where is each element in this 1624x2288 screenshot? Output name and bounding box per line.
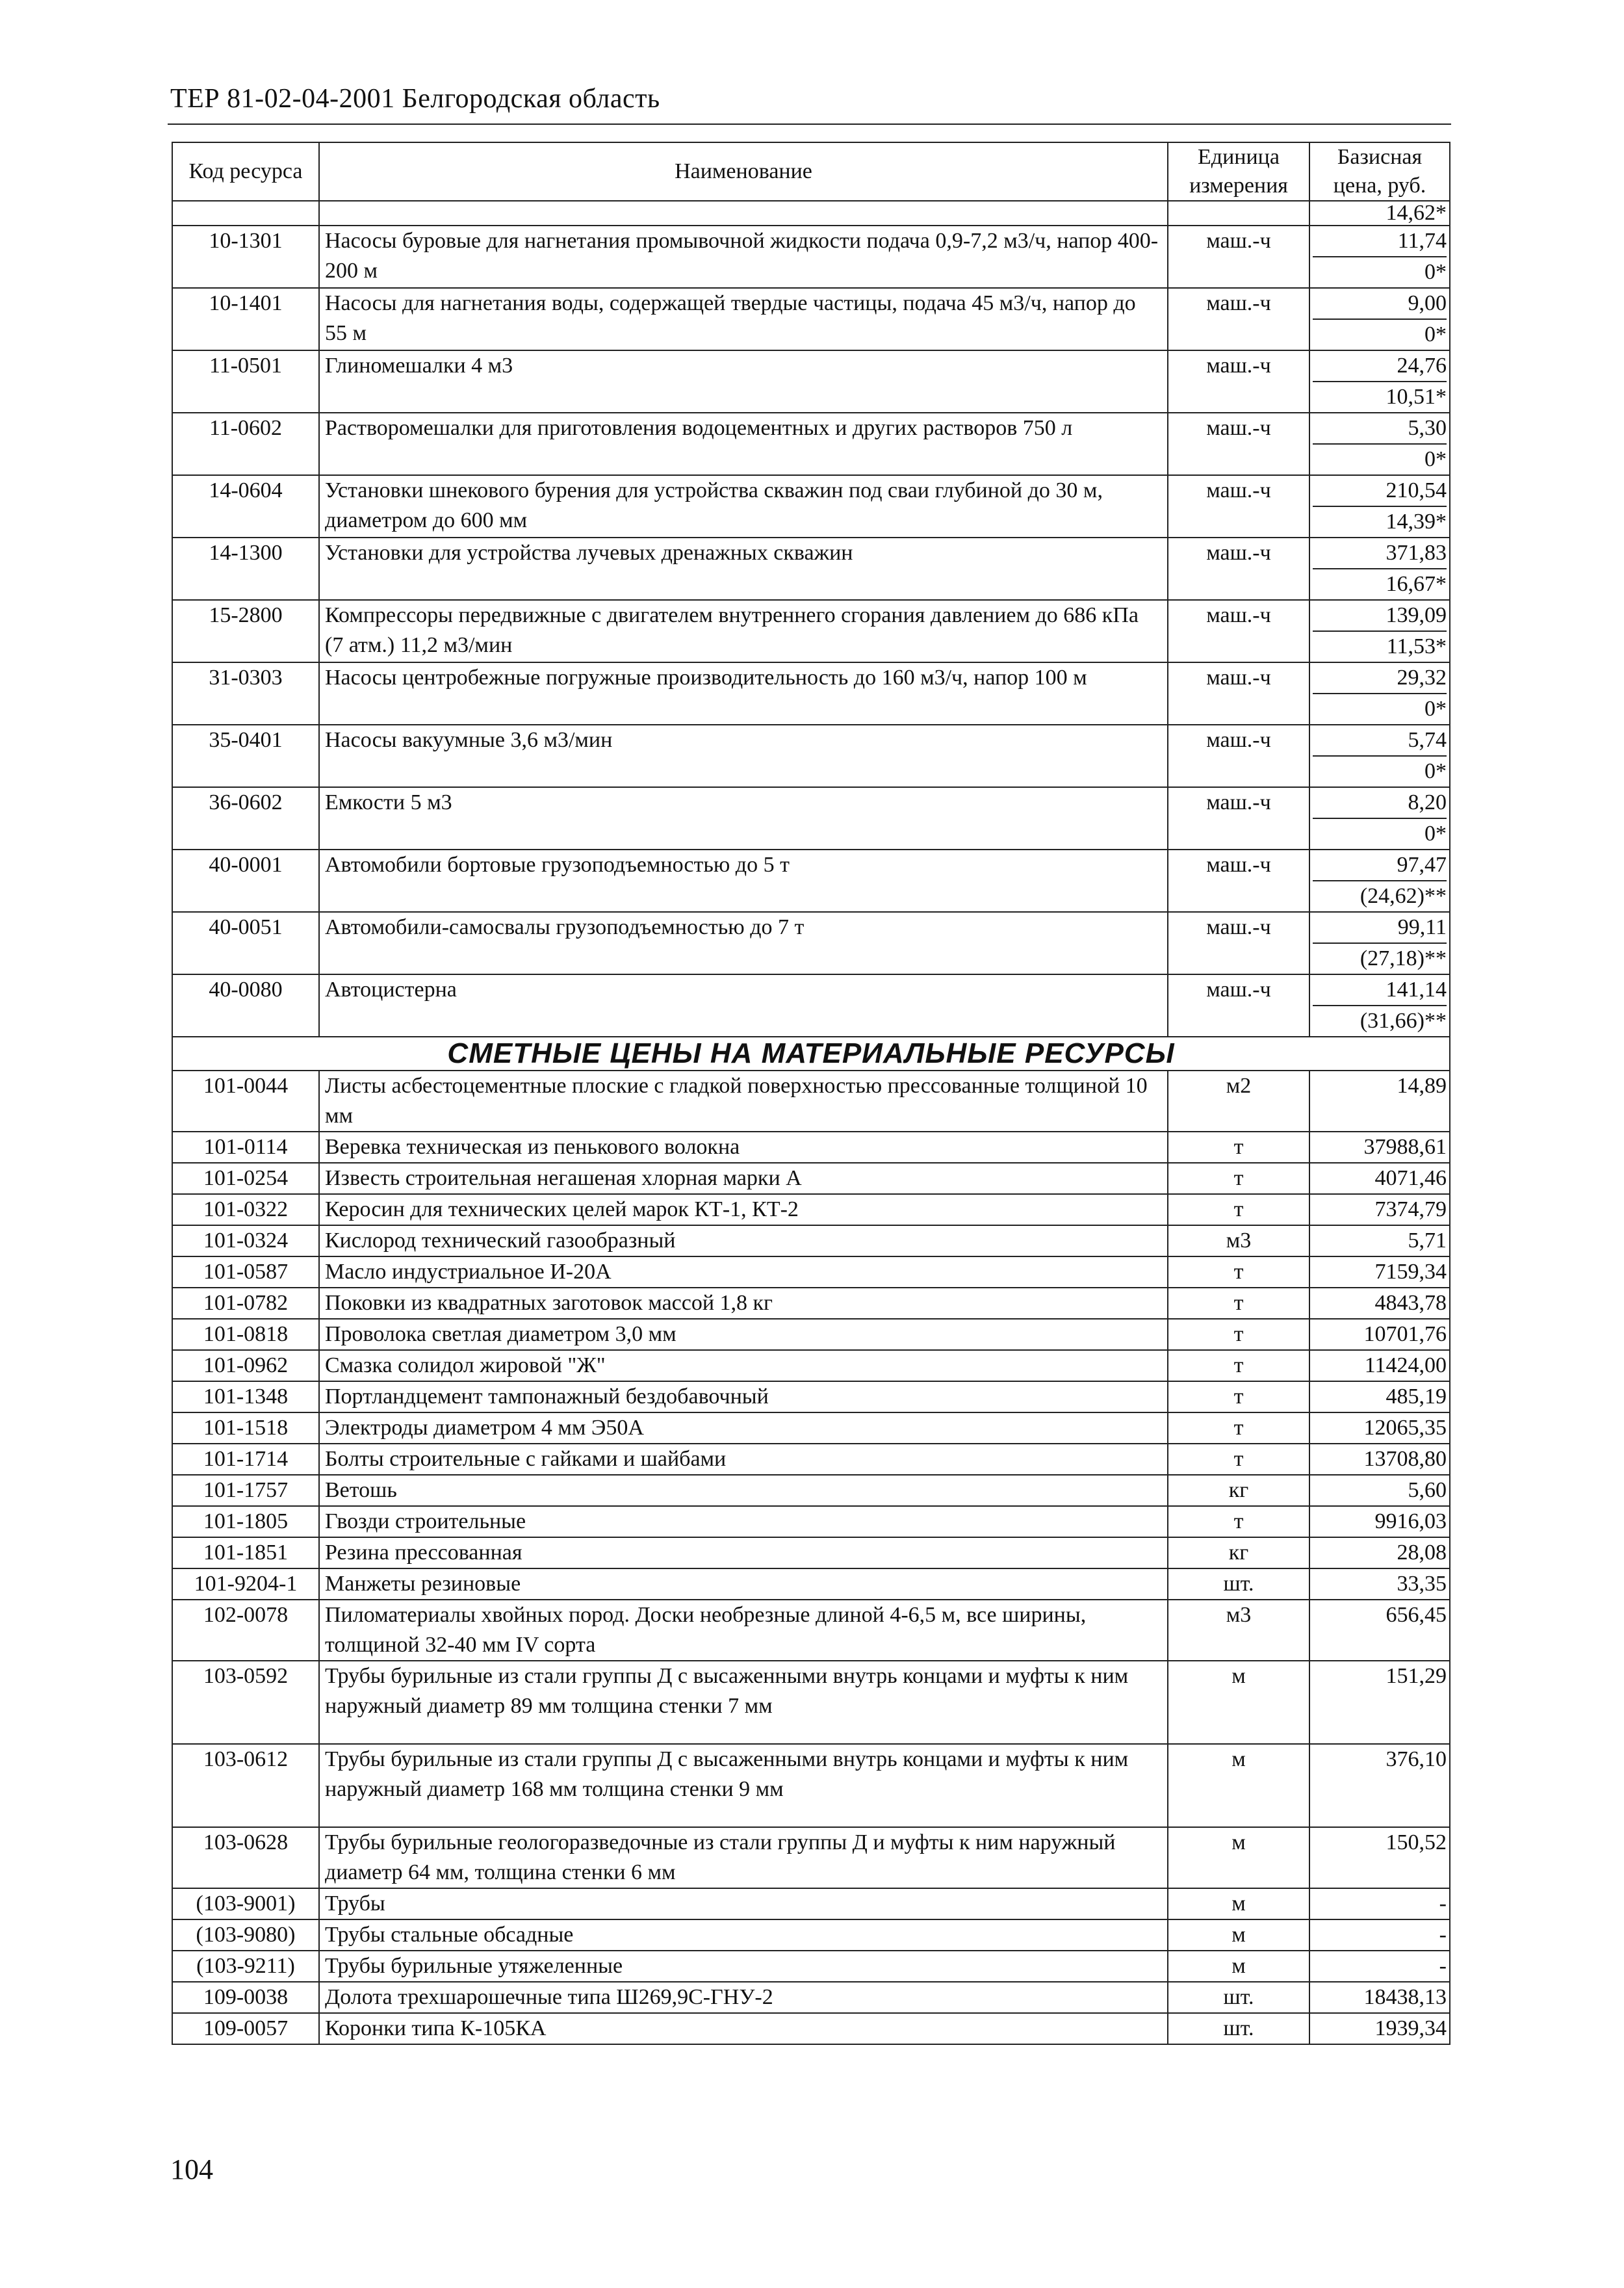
table-row [172,974,1450,1037]
cell-price [1309,538,1450,600]
cell-name: Трубы бурильные из стали группы Д с высаженными внутрь концами и муфты к ним наружный диаметр 168 мм толщина стенки 9 мм [319,1744,1168,1827]
cell-price: 485,19 [1309,1381,1450,1412]
cell-price-secondary: 0* [1424,822,1447,846]
cell-unit: маш.-ч [1168,226,1309,288]
table-row [172,1225,1450,1256]
cell-price-secondary: 16,67* [1386,572,1447,596]
cell-price [1309,662,1450,725]
cell-unit: т [1168,1444,1309,1475]
table-row [172,850,1450,912]
cell-name: Масло индустриальное И-20А [319,1256,1168,1288]
cell-code: 101-9204-1 [172,1568,319,1600]
table-row [172,1506,1450,1537]
cell-price [1309,787,1450,850]
cell-unit: т [1168,1412,1309,1444]
cell-code: 10-1401 [172,288,319,350]
cell-unit: т [1168,1163,1309,1194]
cell-name: Трубы [319,1888,1168,1919]
cell-unit: т [1168,1194,1309,1225]
table-row [172,1412,1450,1444]
cell-name: Растворомешалки для приготовления водоцементных и других растворов 750 л [319,413,1168,475]
cell-unit: маш.-ч [1168,725,1309,787]
cell-name: Насосы буровые для нагнетания промывочной жидкости подача 0,9-7,2 м3/ч, напор 400-200 м [319,226,1168,288]
table-row [172,1194,1450,1225]
table-row [172,2013,1450,2044]
cell-code: 10-1301 [172,226,319,288]
cell-code: 101-1518 [172,1412,319,1444]
cell-name: Установки шнекового бурения для устройства скважин под сваи глубиной до 30 м, диаметром до 600 мм [319,475,1168,538]
cell-name: Смазка солидол жировой "Ж" [319,1350,1168,1381]
cell-code: 15-2800 [172,600,319,662]
cell-price-secondary: (27,18)** [1360,946,1447,970]
cell-unit: маш.-ч [1168,288,1309,350]
column-header-unit [1168,142,1309,201]
cell-unit: м [1168,1919,1309,1951]
cell-price: 18438,13 [1309,1982,1450,2013]
cell-name: Трубы стальные обсадные [319,1919,1168,1951]
cell-name: Манжеты резиновые [319,1568,1168,1600]
table-row [172,1744,1450,1827]
cell-unit: кг [1168,1537,1309,1568]
cell-price: 9916,03 [1309,1506,1450,1537]
cell-name: Установки для устройства лучевых дренажных скважин [319,538,1168,600]
cell-price: 33,35 [1309,1568,1450,1600]
cell-unit: маш.-ч [1168,600,1309,662]
cell-name: Кислород технический газообразный [319,1225,1168,1256]
cell-name: Известь строительная негашеная хлорная марки А [319,1163,1168,1194]
table-row [172,1444,1450,1475]
cell-price-secondary: 0* [1424,759,1447,783]
table-row [172,1256,1450,1288]
header-rule [168,124,1451,125]
cell-unit: м [1168,1827,1309,1888]
cell-code: 11-0501 [172,350,319,413]
cell-name: Керосин для технических целей марок КТ-1, КТ-2 [319,1194,1168,1225]
page-number: 104 [170,2153,213,2185]
cell-unit: шт. [1168,1982,1309,2013]
cell-price: 7374,79 [1309,1194,1450,1225]
cell-price-main: 371,83 [1313,538,1447,569]
cell-price-main: 5,74 [1313,725,1447,757]
cell-unit: м [1168,1951,1309,1982]
cell-name: Листы асбестоцементные плоские с гладкой поверхностью прессованные толщиной 10 мм [319,1071,1168,1132]
table-row [172,226,1450,288]
cell-price: 376,10 [1309,1744,1450,1827]
cell-unit: маш.-ч [1168,787,1309,850]
cell-name: Веревка техническая из пенькового волокна [319,1132,1168,1163]
cell-price-secondary: 0* [1424,447,1447,471]
table-row [172,1475,1450,1506]
table-row [172,475,1450,538]
cell-name: Глиномешалки 4 м3 [319,350,1168,413]
cell-unit-empty [1168,201,1309,226]
cell-unit: м2 [1168,1071,1309,1132]
cell-unit: т [1168,1506,1309,1537]
cell-name: Болты строительные с гайками и шайбами [319,1444,1168,1475]
cell-price-main: 9,00 [1313,289,1447,320]
section-title: СМЕТНЫЕ ЦЕНЫ НА МАТЕРИАЛЬНЫЕ РЕСУРСЫ [172,1037,1450,1071]
table-row [172,1827,1450,1888]
column-header-name: Наименование [319,142,1168,201]
cell-name: Автоцистерна [319,974,1168,1037]
table-row [172,1982,1450,2013]
page-header: ТЕР 81-02-04-2001 Белгородская область [170,84,660,114]
table-row [172,725,1450,787]
table-row [172,1288,1450,1319]
cell-name: Ветошь [319,1475,1168,1506]
cell-name: Насосы для нагнетания воды, содержащей твердые частицы, подача 45 м3/ч, напор до 55 м [319,288,1168,350]
cell-price [1309,600,1450,662]
cell-unit: м3 [1168,1225,1309,1256]
cell-name: Трубы бурильные геологоразведочные из стали группы Д и муфты к ним наружный диаметр 64 мм, толщина стенки 6 мм [319,1827,1168,1888]
cell-code: 101-0114 [172,1132,319,1163]
column-header-unit-line2: измерения [1189,174,1288,198]
cell-price [1309,288,1450,350]
cell-price: 12065,35 [1309,1412,1450,1444]
cell-code: 14-0604 [172,475,319,538]
price-table-wrapper [172,142,1449,2045]
cell-code: 31-0303 [172,662,319,725]
table-row [172,1919,1450,1951]
section-row [172,1037,1450,1071]
cell-price: 150,52 [1309,1827,1450,1888]
cell-unit: м [1168,1661,1309,1744]
cell-price: 5,71 [1309,1225,1450,1256]
cell-name: Трубы бурильные из стали группы Д с высаженными внутрь концами и муфты к ним наружный диаметр 89 мм толщина стенки 7 мм [319,1661,1168,1744]
cell-unit: м [1168,1744,1309,1827]
cell-code: (103-9211) [172,1951,319,1982]
cell-name: Поковки из квадратных заготовок массой 1,8 кг [319,1288,1168,1319]
cell-price-continuation: 14,62* [1309,201,1450,226]
cell-price: 5,60 [1309,1475,1450,1506]
cell-price: 10701,76 [1309,1319,1450,1350]
column-header-price [1309,142,1450,201]
cell-code: 36-0602 [172,787,319,850]
table-row [172,787,1450,850]
cell-code: 101-0254 [172,1163,319,1194]
cell-code: 102-0078 [172,1600,319,1661]
cell-price-main: 139,09 [1313,601,1447,632]
table-row [172,288,1450,350]
cell-code: 11-0602 [172,413,319,475]
cell-price-secondary: 0* [1424,322,1447,346]
cell-unit: т [1168,1132,1309,1163]
cell-name: Резина прессованная [319,1537,1168,1568]
cell-code: 101-1757 [172,1475,319,1506]
cell-price-main: 99,11 [1313,913,1447,944]
cell-price [1309,912,1450,974]
table-row [172,1537,1450,1568]
cell-price-main: 29,32 [1313,663,1447,694]
cell-price [1309,725,1450,787]
cell-name: Долота трехшарошечные типа Ш269,9С-ГНУ-2 [319,1982,1168,2013]
cell-code: 40-0051 [172,912,319,974]
table-row-continuation [172,201,1450,226]
cell-code: 101-1714 [172,1444,319,1475]
table-header-row [172,142,1450,201]
cell-price: 7159,34 [1309,1256,1450,1288]
table-row [172,600,1450,662]
cell-price: - [1309,1951,1450,1982]
cell-price-secondary: 0* [1424,697,1447,721]
cell-name: Трубы бурильные утяжеленные [319,1951,1168,1982]
cell-price: 4071,46 [1309,1163,1450,1194]
cell-unit: маш.-ч [1168,475,1309,538]
cell-code: 103-0628 [172,1827,319,1888]
cell-code: 101-0818 [172,1319,319,1350]
cell-price: 151,29 [1309,1661,1450,1744]
table-row [172,1071,1450,1132]
cell-code: 101-0324 [172,1225,319,1256]
cell-unit: маш.-ч [1168,538,1309,600]
table-row [172,1163,1450,1194]
cell-price: - [1309,1888,1450,1919]
table-row [172,1381,1450,1412]
cell-price-main: 210,54 [1313,476,1447,507]
cell-code: 101-0587 [172,1256,319,1288]
cell-price-main: 24,76 [1313,351,1447,382]
table-row [172,1600,1450,1661]
table-row [172,1951,1450,1982]
cell-code-empty [172,201,319,226]
cell-price-main: 5,30 [1313,413,1447,445]
cell-code: (103-9001) [172,1888,319,1919]
cell-code: 101-0044 [172,1071,319,1132]
cell-price: 656,45 [1309,1600,1450,1661]
cell-unit: т [1168,1319,1309,1350]
cell-name: Пиломатериалы хвойных пород. Доски необрезные длиной 4-6,5 м, все ширины, толщиной 32-40 мм IV сорта [319,1600,1168,1661]
cell-price: 1939,34 [1309,2013,1450,2044]
cell-code: 109-0057 [172,2013,319,2044]
cell-name: Насосы центробежные погружные производительность до 160 м3/ч, напор 100 м [319,662,1168,725]
cell-name: Насосы вакуумные 3,6 м3/мин [319,725,1168,787]
cell-code: 101-0322 [172,1194,319,1225]
table-body [172,201,1450,2044]
cell-code: 103-0612 [172,1744,319,1827]
table-row [172,1661,1450,1744]
cell-price [1309,350,1450,413]
cell-code: 101-0962 [172,1350,319,1381]
table-row [172,662,1450,725]
cell-unit: кг [1168,1475,1309,1506]
cell-price [1309,226,1450,288]
cell-unit: маш.-ч [1168,413,1309,475]
cell-price: 11424,00 [1309,1350,1450,1381]
cell-unit: маш.-ч [1168,912,1309,974]
cell-code: 101-1851 [172,1537,319,1568]
cell-price-secondary: (31,66)** [1360,1009,1447,1033]
cell-unit: маш.-ч [1168,350,1309,413]
column-header-code: Код ресурса [172,142,319,201]
column-header-price-line2: цена, руб. [1333,174,1426,198]
cell-code: 103-0592 [172,1661,319,1744]
cell-price [1309,413,1450,475]
cell-price [1309,475,1450,538]
cell-unit: маш.-ч [1168,850,1309,912]
cell-price: - [1309,1919,1450,1951]
cell-code: 14-1300 [172,538,319,600]
cell-unit: т [1168,1288,1309,1319]
cell-price-main: 8,20 [1313,788,1447,819]
cell-price-main: 97,47 [1313,850,1447,881]
cell-price-secondary: 11,53* [1386,634,1447,658]
cell-unit: м [1168,1888,1309,1919]
cell-unit: т [1168,1381,1309,1412]
cell-code: 101-0782 [172,1288,319,1319]
cell-unit: т [1168,1256,1309,1288]
cell-price: 4843,78 [1309,1288,1450,1319]
cell-code: 109-0038 [172,1982,319,2013]
cell-unit: шт. [1168,2013,1309,2044]
cell-price [1309,974,1450,1037]
cell-unit: шт. [1168,1568,1309,1600]
cell-code: 40-0080 [172,974,319,1037]
cell-price-secondary: 10,51* [1386,385,1447,409]
cell-price-main: 141,14 [1313,975,1447,1006]
cell-code: 40-0001 [172,850,319,912]
price-table [172,142,1450,2045]
cell-price: 28,08 [1309,1537,1450,1568]
cell-price: 13708,80 [1309,1444,1450,1475]
table-row [172,1319,1450,1350]
cell-name: Компрессоры передвижные с двигателем внутреннего сгорания давлением до 686 кПа (7 атм.) 11,2 м3/мин [319,600,1168,662]
table-row [172,1132,1450,1163]
table-row [172,1888,1450,1919]
cell-price: 14,89 [1309,1071,1450,1132]
table-row [172,1350,1450,1381]
cell-code: (103-9080) [172,1919,319,1951]
cell-unit: маш.-ч [1168,974,1309,1037]
cell-code: 35-0401 [172,725,319,787]
cell-name: Коронки типа К-105КА [319,2013,1168,2044]
table-row [172,912,1450,974]
cell-name: Гвозди строительные [319,1506,1168,1537]
cell-price-secondary: 14,39* [1386,510,1447,534]
cell-price-secondary: (24,62)** [1360,884,1447,908]
cell-name: Автомобили-самосвалы грузоподъемностью до 7 т [319,912,1168,974]
cell-name: Автомобили бортовые грузоподъемностью до 5 т [319,850,1168,912]
cell-price [1309,850,1450,912]
cell-price-main: 11,74 [1313,226,1447,257]
column-header-price-line1: Базисная [1337,145,1423,169]
cell-unit: м3 [1168,1600,1309,1661]
cell-name: Проволока светлая диаметром 3,0 мм [319,1319,1168,1350]
cell-price-secondary: 0* [1424,260,1447,284]
table-row [172,538,1450,600]
table-row [172,1568,1450,1600]
cell-unit: маш.-ч [1168,662,1309,725]
table-row [172,350,1450,413]
cell-code: 101-1348 [172,1381,319,1412]
cell-price: 37988,61 [1309,1132,1450,1163]
cell-name-empty [319,201,1168,226]
table-row [172,413,1450,475]
cell-name: Емкости 5 м3 [319,787,1168,850]
cell-name: Портландцемент тампонажный бездобавочный [319,1381,1168,1412]
column-header-unit-line1: Единица [1198,145,1280,169]
cell-code: 101-1805 [172,1506,319,1537]
cell-unit: т [1168,1350,1309,1381]
cell-name: Электроды диаметром 4 мм Э50А [319,1412,1168,1444]
